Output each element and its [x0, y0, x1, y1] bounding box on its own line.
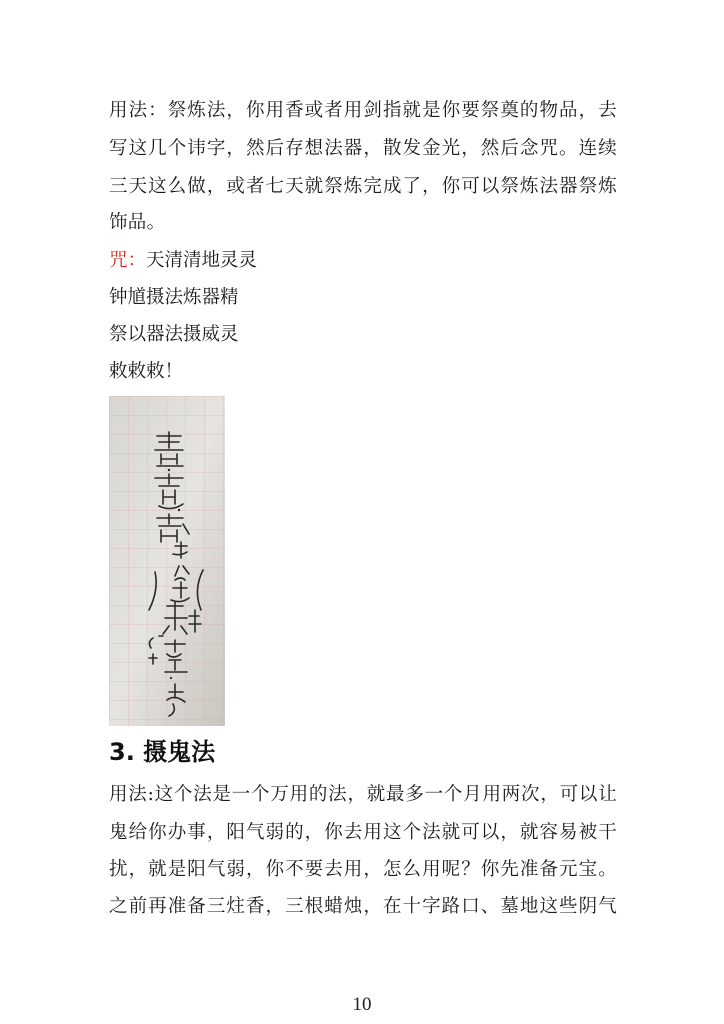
usage-paragraph-line-1: 用法：祭炼法，你用香或者用剑指就是你要祭奠的物品，去: [109, 100, 617, 121]
incantation-text-1: 天清清地灵灵: [146, 250, 258, 271]
section-heading: 3. 摄鬼法: [109, 738, 216, 766]
incantation-label: 咒：: [109, 250, 147, 271]
incantation-line-2: 钟馗摄法炼器精: [109, 287, 239, 308]
method-paragraph-line-2: 鬼给你办事，阳气弱的，你去用这个法就可以，就容易被干: [109, 822, 617, 843]
method-paragraph-line-1: 用法:这个法是一个万用的法，就最多一个月用两次，可以让: [109, 784, 617, 805]
method-paragraph-line-3: 扰，就是阳气弱，你不要去用，怎么用呢？你先准备元宝。: [109, 859, 617, 880]
incantation-line-1: [109, 242, 257, 280]
usage-paragraph-line-3: 三天这么做，或者七天就祭炼完成了，你可以祭炼法器祭炼: [109, 176, 617, 197]
incantation-line-3: 祭以器法摄威灵: [109, 324, 239, 345]
usage-paragraph-line-4: 饰品。: [109, 212, 166, 233]
talisman-photo: [109, 396, 225, 726]
page-number: 10: [352, 994, 372, 1015]
usage-paragraph-line-2: 写这几个讳字，然后存想法器，散发金光，然后念咒。连续: [109, 138, 617, 159]
incantation-line-4: 敕敕敕！: [109, 361, 184, 382]
method-paragraph-line-4: 之前再准备三炷香，三根蜡烛，在十字路口、墓地这些阴气: [109, 896, 617, 917]
